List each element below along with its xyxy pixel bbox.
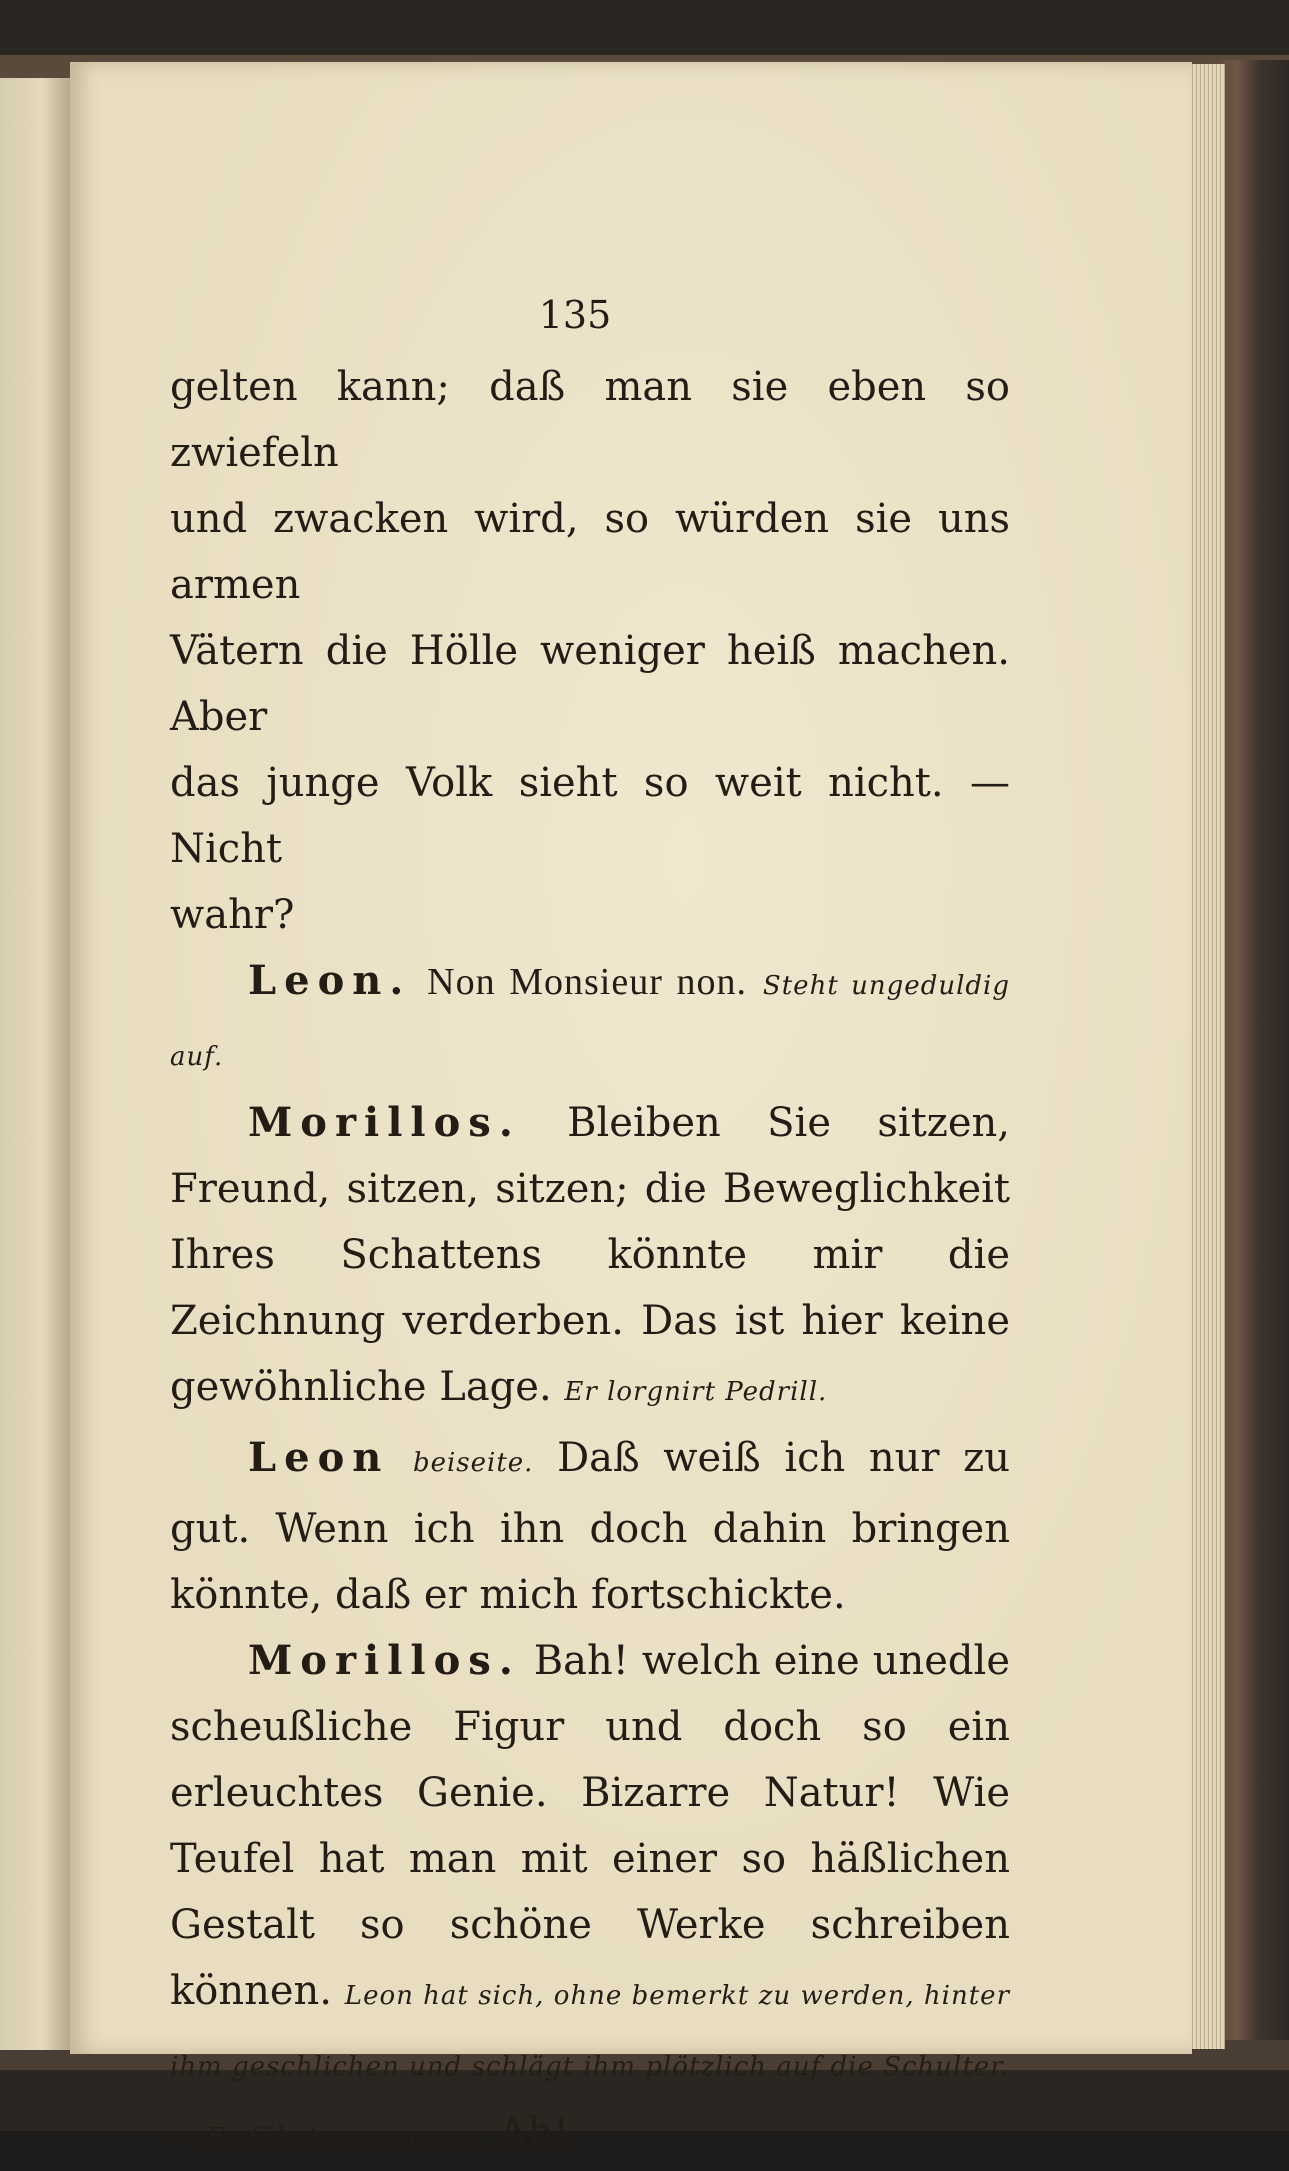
text-line: Vätern die Hölle weniger heiß machen. Aber <box>170 628 1010 740</box>
leon-line-2 <box>170 1425 1010 1628</box>
morillos-line-2 <box>170 1628 1010 2171</box>
page-number: 135 <box>538 293 612 337</box>
text-line: das junge Volk sieht so weit nicht. — Nicht <box>170 760 1010 872</box>
speaker-morillos: Morillos. <box>248 1637 521 1684</box>
speaker-morillos: Morillos. <box>248 1099 521 1146</box>
book-cover-right <box>1215 60 1289 2070</box>
speaker-leon: Leon. <box>248 957 412 1004</box>
book-page <box>70 62 1192 2156</box>
french-speech: Non Monsieur non. <box>427 961 748 1003</box>
speech-tail: Ah! <box>498 2110 570 2156</box>
text-line: und zwacken wird, so würden sie uns armen <box>170 496 1010 608</box>
page-text <box>170 282 1010 2171</box>
speech: Bah! welch eine unedle scheußliche Figur und doch so ein erleuchtes Genie. Bizarre Natur! Wie Teufel hat man mit einer so häßlichen Gestalt so schöne Werke schreiben können. <box>170 1638 1010 2014</box>
stage-direction: Steht ungeduldig auf. <box>170 971 1011 1072</box>
text-line: gelten kann; daß man sie eben so zwiefeln <box>170 364 1010 476</box>
text-line: wahr? <box>170 892 295 938</box>
speaker-leon: Leon <box>248 1434 390 1481</box>
stage-direction: beiseite. <box>412 1448 534 1478</box>
leon-line-1 <box>170 948 1010 1090</box>
stage-direction: Leon hat sich, ohne bemerkt zu werden, hinter ihm geschlichen und schlägt ihm plötzlich auf die Schulter. — Er fährt zusammen. <box>170 1981 1010 2153</box>
speech: Bleiben Sie sitzen, Freund, sitzen, sitzen; die Beweglichkeit Ihres Schattens könnte mir die Zeichnung verderben. Das ist hier keine gewöhnliche Lage. <box>170 1100 1010 1410</box>
stage-direction: Er lorgnirt Pedrill. <box>564 1377 828 1407</box>
speech: Daß weiß ich nur zu gut. Wenn ich ihn doch dahin bringen könnte, daß er mich fortschickte. <box>170 1435 1010 1618</box>
continuation-paragraph <box>170 354 1010 948</box>
left-page-edge <box>0 78 70 2050</box>
morillos-line-1 <box>170 1090 1010 1425</box>
